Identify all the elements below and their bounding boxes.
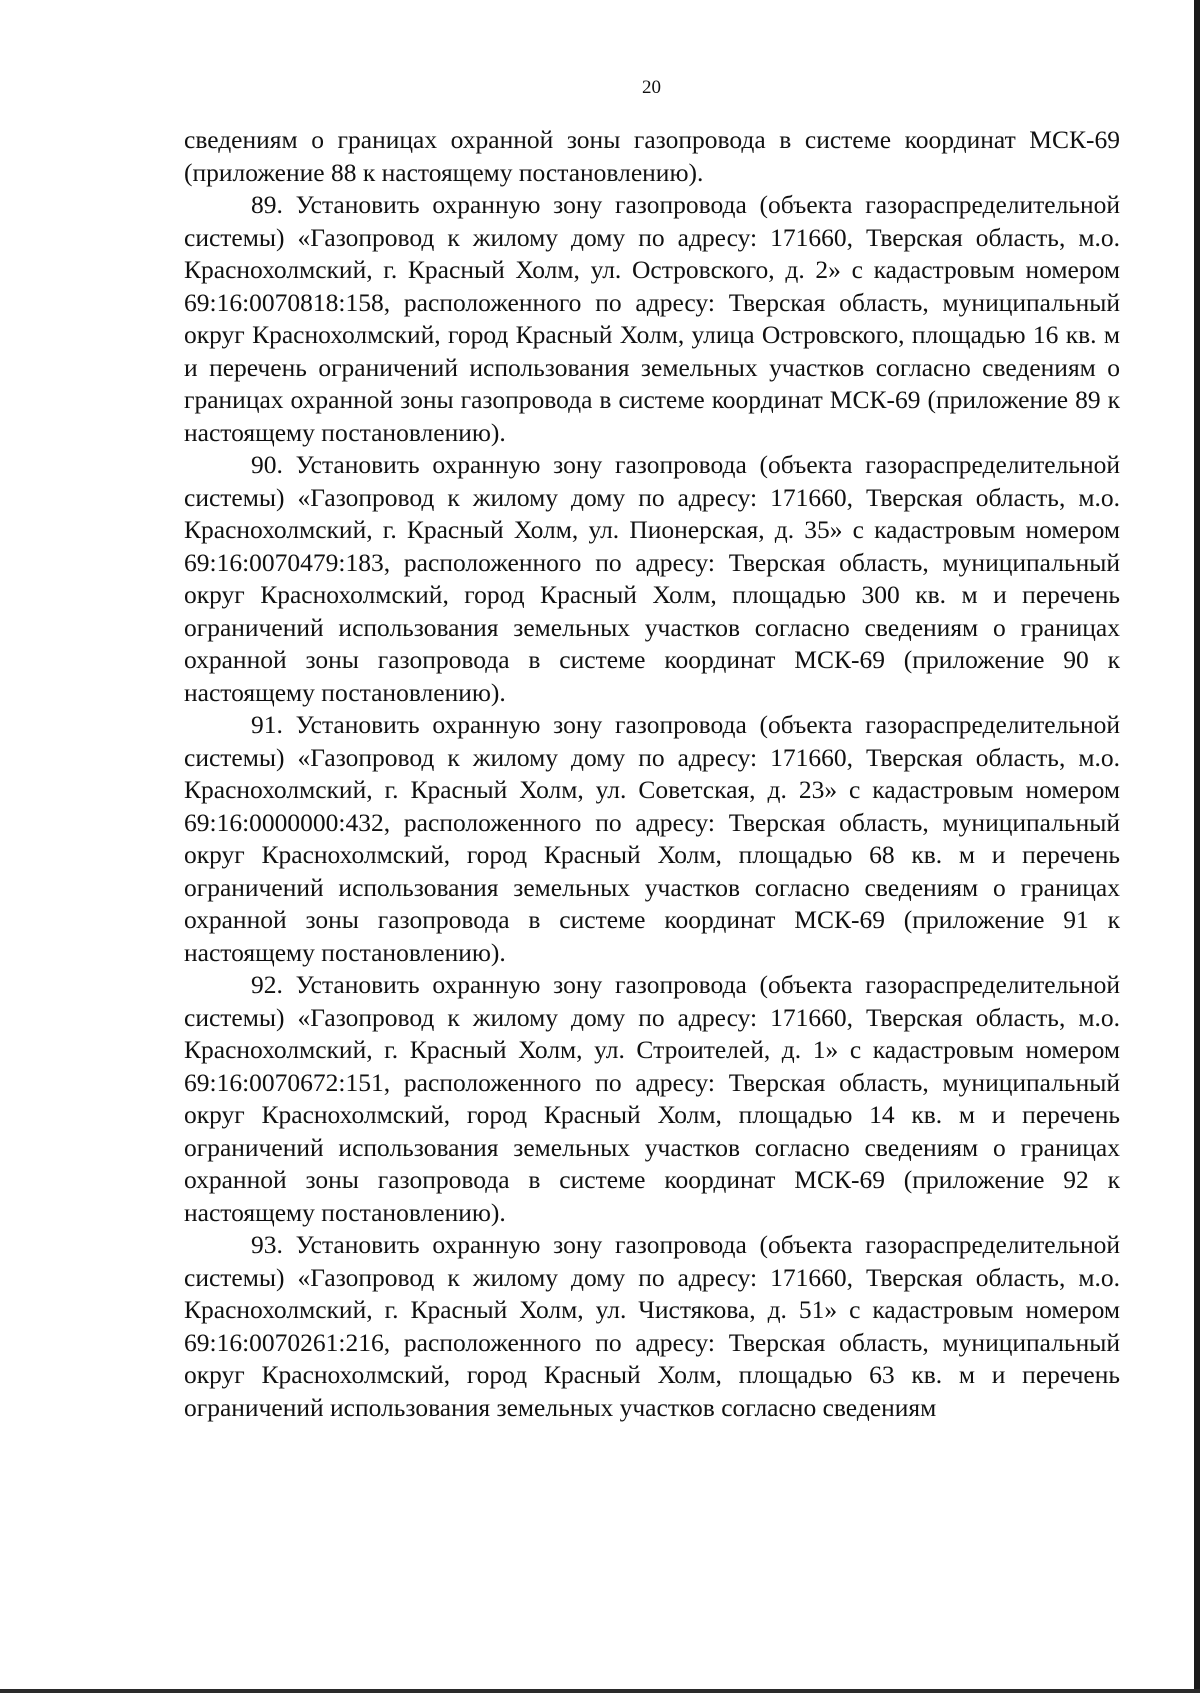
paragraph-continuation: сведениям о границах охранной зоны газопровода в системе координат МСК-69 (приложение 88 к настоящему постановлению). [184, 125, 1120, 187]
paragraph-item-91: 91. Установить охранную зону газопровода (объекта газораспределительной системы) «Газопровод к жилому дому по адресу: 171660, Тверская область, м.о. Краснохолмский, г. Красный Холм, ул. Советская, д. 23» с кадастровым номером 69:16:0000000:432, расположенного по адресу: Тверская область, муниципальный округ Краснохолмский, город Красный Холм, площадью 68 кв. м и перечень ограничений использования земельных участков согласно сведениям о границах охранной зоны газопровода в системе координат МСК-69 (приложение 91 к настоящему постановлению). [184, 710, 1120, 967]
paragraph-item-92: 92. Установить охранную зону газопровода (объекта газораспределительной системы) «Газопровод к жилому дому по адресу: 171660, Тверская область, м.о. Краснохолмский, г. Красный Холм, ул. Строителей, д. 1» с кадастровым номером 69:16:0070672:151, расположенного по адресу: Тверская область, муниципальный округ Краснохолмский, город Красный Холм, площадью 14 кв. м и перечень ограничений использования земельных участков согласно сведениям о границах охранной зоны газопровода в системе координат МСК-69 (приложение 92 к настоящему постановлению). [184, 970, 1120, 1227]
paragraph-item-93: 93. Установить охранную зону газопровода (объекта газораспределительной системы) «Газопровод к жилому дому по адресу: 171660, Тверская область, м.о. Краснохолмский, г. Красный Холм, ул. Чистякова, д. 51» с кадастровым номером 69:16:0070261:216, расположенного по адресу: Тверская область, муниципальный округ Краснохолмский, город Красный Холм, площадью 63 кв. м и перечень ограничений использования земельных участков согласно сведениям [184, 1230, 1120, 1422]
paragraph-item-90: 90. Установить охранную зону газопровода (объекта газораспределительной системы) «Газопровод к жилому дому по адресу: 171660, Тверская область, м.о. Краснохолмский, г. Красный Холм, ул. Пионерская, д. 35» с кадастровым номером 69:16:0070479:183, расположенного по адресу: Тверская область, муниципальный округ Краснохолмский, город Красный Холм, площадью 300 кв. м и перечень ограничений использования земельных участков согласно сведениям о границах охранной зоны газопровода в системе координат МСК-69 (приложение 90 к настоящему постановлению). [184, 450, 1120, 707]
paragraph-item-89: 89. Установить охранную зону газопровода (объекта газораспределительной системы) «Газопровод к жилому дому по адресу: 171660, Тверская область, м.о. Краснохолмский, г. Красный Холм, ул. Островского, д. 2» с кадастровым номером 69:16:0070818:158, расположенного по адресу: Тверская область, муниципальный округ Краснохолмский, город Красный Холм, улица Островского, площадью 16 кв. м и перечень ограничений использования земельных участков согласно сведениям о границах охранной зоны газопровода в системе координат МСК-69 (приложение 89 к настоящему постановлению). [184, 190, 1120, 447]
document-body [184, 124, 1120, 1424]
page-number: 20 [642, 77, 661, 98]
scan-edge-bottom [0, 1689, 1200, 1693]
scan-edge-right [1194, 0, 1200, 1693]
